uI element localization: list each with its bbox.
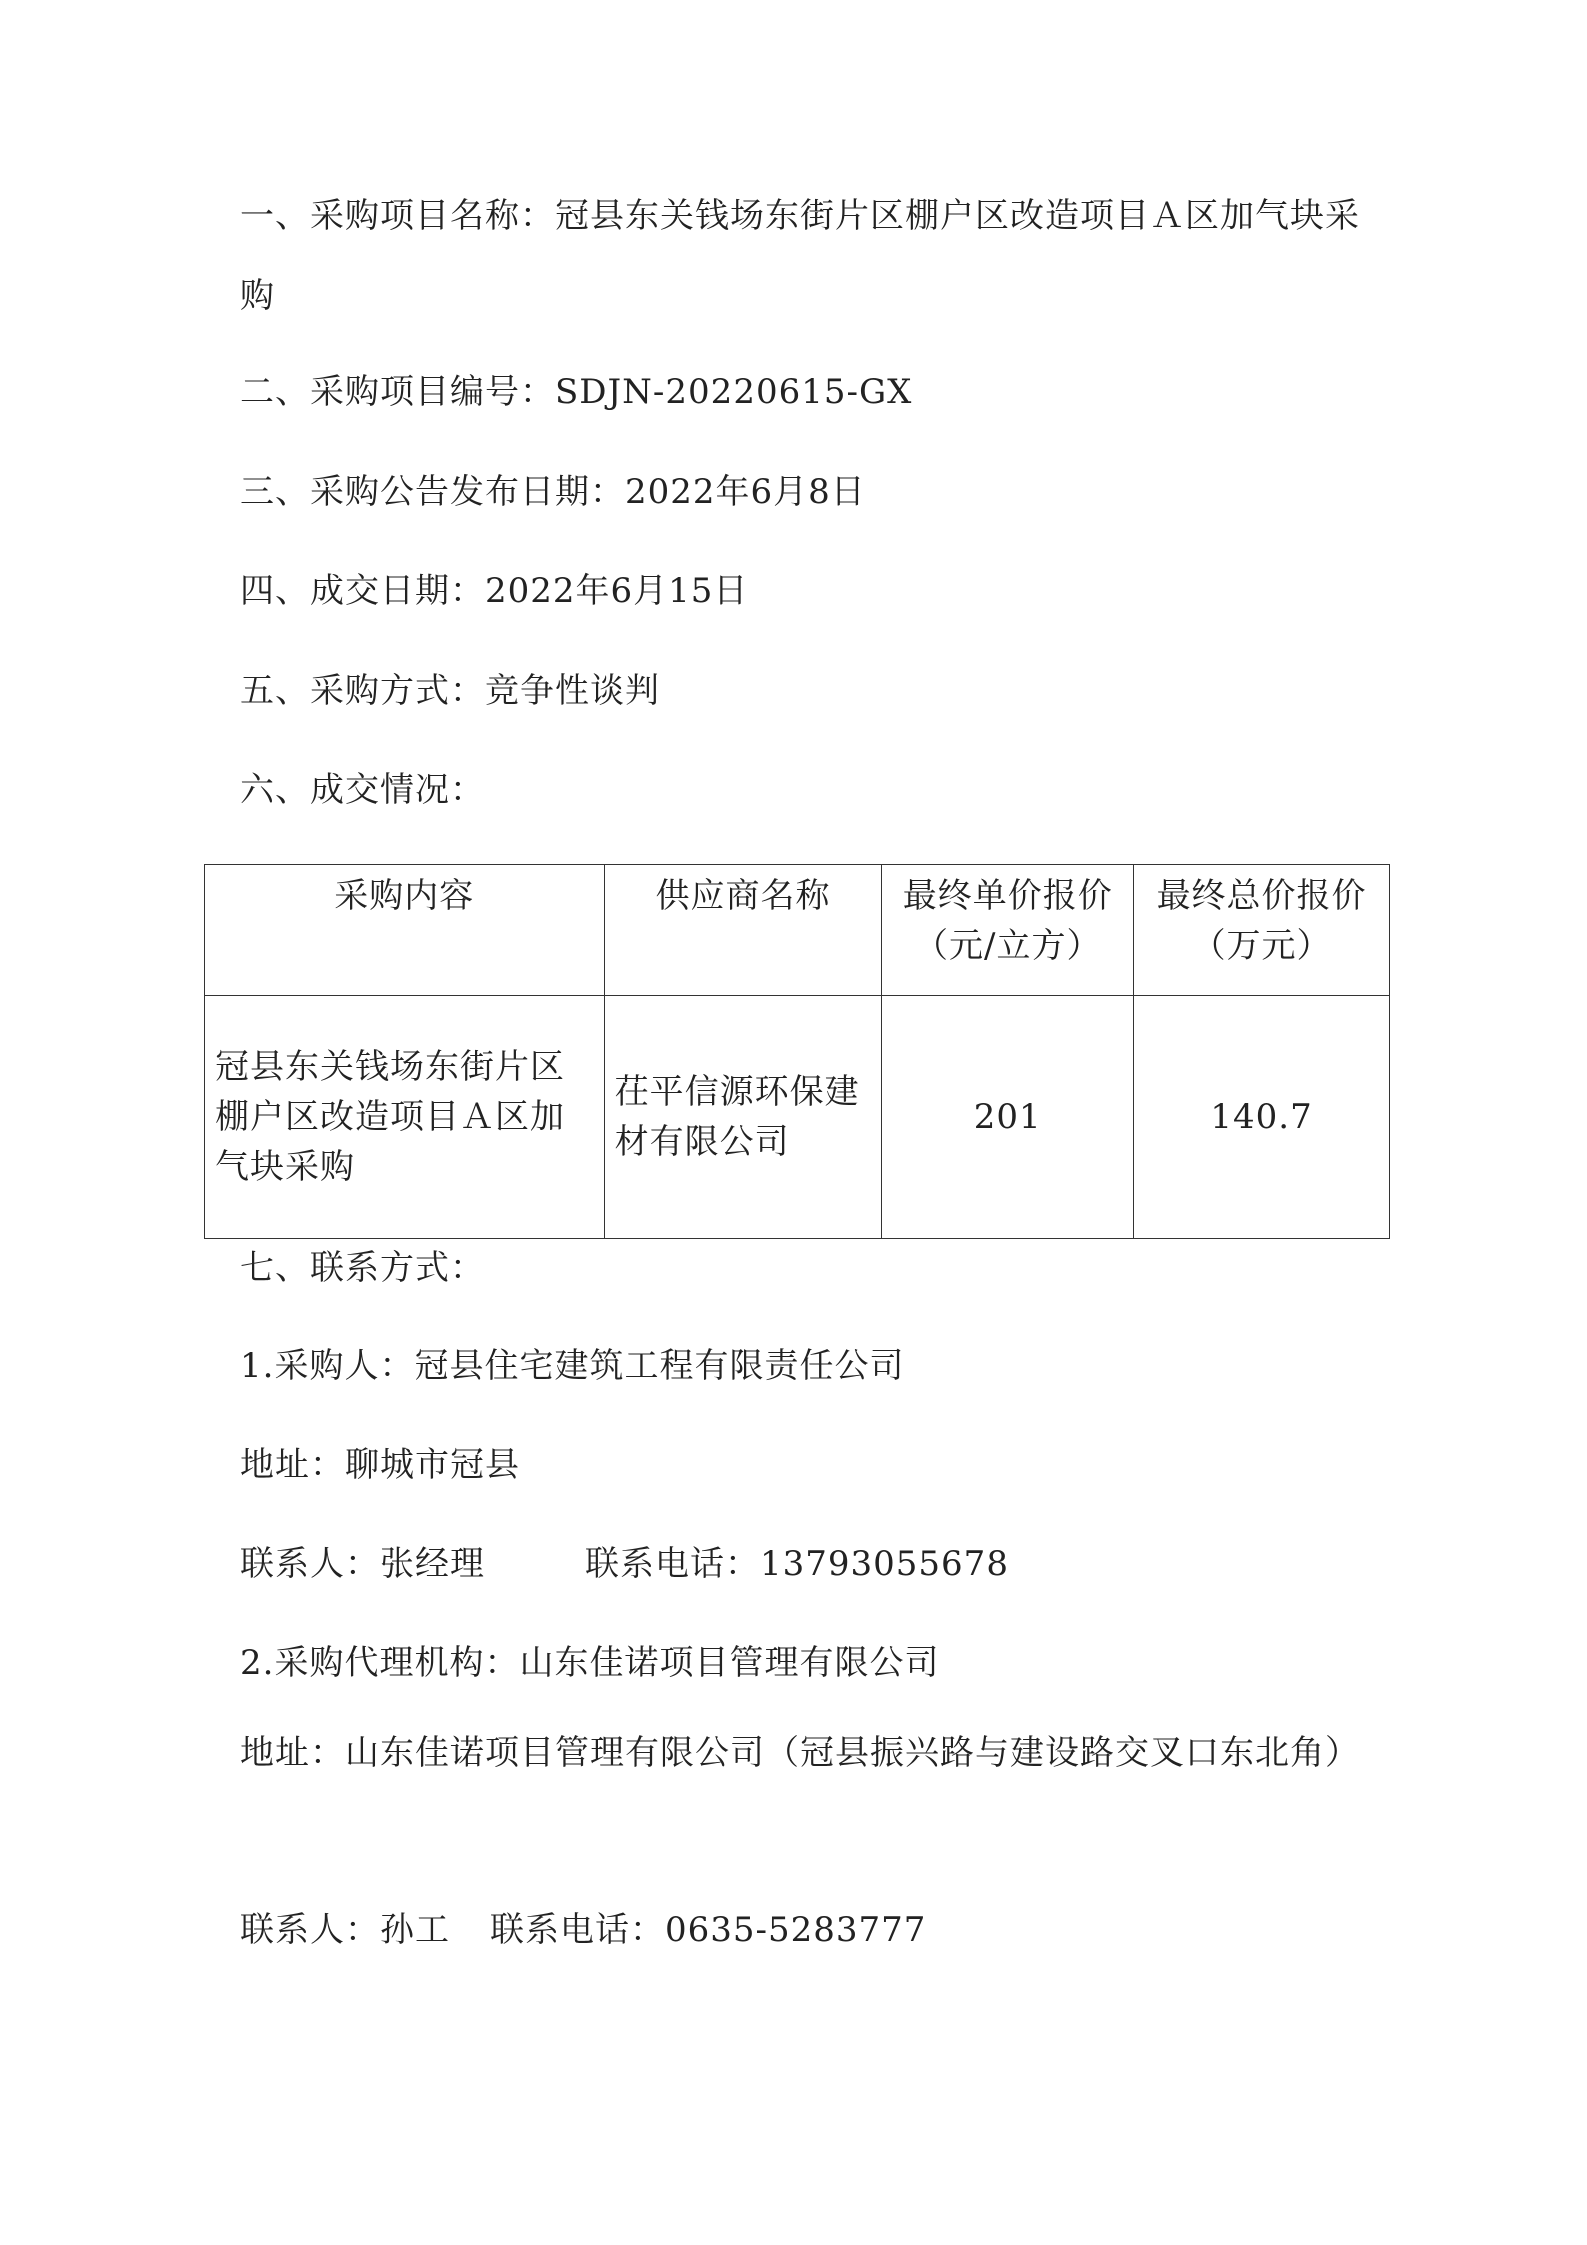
project-name: 一、采购项目名称：冠县东关钱场东街片区棚户区改造项目Ａ区加气块采购 — [240, 196, 1360, 316]
purchaser-contact-phone: 联系电话：13793055678 — [585, 1544, 1009, 1584]
purchaser-contact — [240, 1539, 1009, 1589]
cell-unit-price: 201 — [882, 996, 1134, 1239]
header-content: 采购内容 — [205, 865, 605, 996]
table-header-row — [205, 865, 1390, 996]
agency-contact-phone: 联系电话：0635-5283777 — [490, 1910, 927, 1950]
header-total-price: 最终总价报价（万元） — [1134, 865, 1390, 996]
procurement-method: 五、采购方式：竞争性谈判 — [240, 671, 660, 711]
agency-title: 2.采购代理机构：山东佳诺项目管理有限公司 — [240, 1643, 940, 1683]
agency-address: 地址：山东佳诺项目管理有限公司（冠县振兴路与建设路交叉口东北角） — [240, 1733, 1360, 1773]
cell-supplier: 茌平信源环保建材有限公司 — [604, 996, 882, 1239]
project-number: 二、采购项目编号：SDJN-20220615-GX — [240, 372, 913, 412]
header-unit-price: 最终单价报价（元/立方） — [882, 865, 1134, 996]
announce-date: 三、采购公告发布日期：2022年6月8日 — [240, 472, 866, 512]
deal-heading: 六、成交情况： — [240, 770, 485, 810]
table-row — [205, 996, 1390, 1239]
deal-result-table — [204, 864, 1390, 1239]
purchaser-contact-person: 联系人：张经理 — [240, 1544, 485, 1584]
agency-contact-person: 联系人：孙工 — [240, 1910, 450, 1950]
header-supplier: 供应商名称 — [604, 865, 882, 996]
purchaser-address: 地址：聊城市冠县 — [240, 1445, 520, 1485]
contact-heading: 七、联系方式： — [240, 1248, 485, 1288]
agency-contact — [240, 1905, 926, 1955]
cell-content: 冠县东关钱场东街片区棚户区改造项目Ａ区加气块采购 — [205, 996, 605, 1239]
deal-date: 四、成交日期：2022年6月15日 — [240, 571, 749, 611]
cell-total-price: 140.7 — [1134, 996, 1390, 1239]
purchaser-title: 1.采购人：冠县住宅建筑工程有限责任公司 — [240, 1346, 905, 1386]
